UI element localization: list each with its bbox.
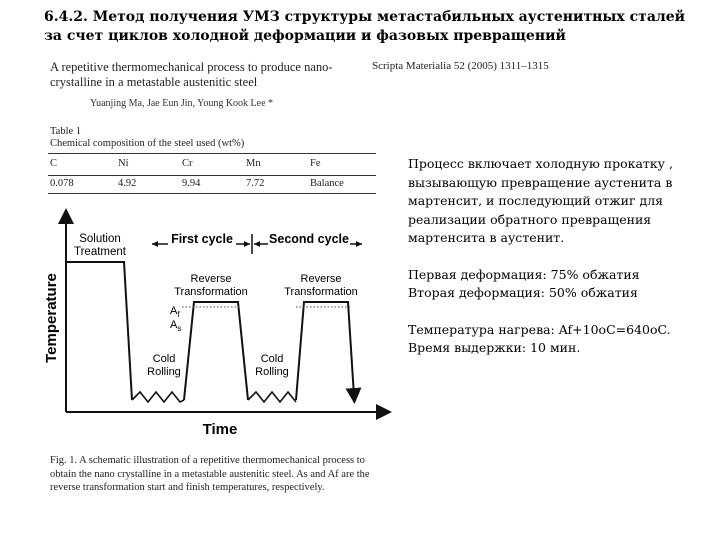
table-cell-ni: 4.92 bbox=[118, 178, 137, 189]
reverse-transformation-2-label: Reverse Transformation bbox=[284, 273, 358, 298]
first-cycle-arrowhead-right bbox=[244, 241, 250, 247]
solution-treatment-label: Solution Treatment bbox=[74, 233, 126, 258]
first-cycle-arrowhead-left bbox=[152, 241, 158, 247]
heating-temperature: Температура нагрева: Af+10oC=640oC. bbox=[408, 321, 671, 337]
y-axis-label: Temperature bbox=[43, 273, 60, 363]
af-label: $A_f$ bbox=[170, 305, 180, 319]
solution-treatment-curve bbox=[66, 262, 132, 400]
table-header-ni: Ni bbox=[118, 158, 129, 169]
as-label: $A_s$ bbox=[170, 319, 182, 333]
reverse-transformation-1-label: Reverse Transformation bbox=[174, 273, 248, 298]
cold-rolling-1-label: Cold Rolling bbox=[147, 353, 181, 378]
figure-caption: Fig. 1. A schematic illustration of a repetitive thermomechanical process to obtain the nano crystalline in a metastable austenitic steel. As and Af are the reverse transformation start and finish temperatures, respectively. bbox=[50, 455, 370, 493]
second-cycle-arrowhead-left bbox=[254, 241, 260, 247]
deformation-2: Вторая деформация: 50% обжатия bbox=[408, 285, 638, 300]
cold-rolling-2-zigzag bbox=[248, 392, 296, 402]
table-header-c: C bbox=[50, 158, 58, 169]
table-label: Table 1 bbox=[50, 126, 82, 137]
paper-authors: Yuanjing Ma, Jae Eun Jin, Young Kook Lee * bbox=[90, 98, 274, 109]
cold-rolling-1-zigzag bbox=[132, 392, 184, 402]
first-cycle-pulse bbox=[184, 302, 248, 400]
slide-heading: 6.4.2. Метод получения УМЗ структуры метастабильных аустенитных сталей за счет циклов холодной деформации и фазовых превращений bbox=[44, 9, 686, 44]
description-panel bbox=[408, 155, 708, 358]
description-paragraph: Процесс включает холодную прокатку , вызывающую превращение аустенита в мартенсит, и последующий отжиг для реализации обратного превращения мартенсита в аустенит. bbox=[408, 156, 673, 245]
table-header-cr: Cr bbox=[182, 158, 193, 169]
second-cycle-arrowhead-right bbox=[356, 241, 362, 247]
second-cycle-pulse bbox=[296, 302, 354, 400]
deformation-1: Первая деформация: 75% обжатия bbox=[408, 266, 640, 282]
table-cell-cr: 9.94 bbox=[182, 178, 201, 189]
journal-reference: Scripta Materialia 52 (2005) 1311–1315 bbox=[372, 60, 549, 72]
table-header-mn: Mn bbox=[246, 158, 261, 169]
x-axis-label: Time bbox=[202, 421, 238, 438]
table-cell-fe: Balance bbox=[310, 178, 344, 189]
table-cell-c: 0.078 bbox=[50, 178, 74, 189]
second-cycle-label: Second cycle bbox=[269, 232, 349, 246]
paper-title: A repetitive thermomechanical process to produce nano-crystalline in a metastable austenitic steel bbox=[50, 60, 333, 89]
table-cell-mn: 7.72 bbox=[246, 178, 265, 189]
table-header-fe: Fe bbox=[310, 158, 321, 169]
hold-time: Время выдержки: 10 мин. bbox=[408, 340, 581, 355]
cold-rolling-2-label: Cold Rolling bbox=[255, 353, 289, 378]
first-cycle-label: First cycle bbox=[171, 232, 233, 246]
table-caption: Chemical composition of the steel used (wt%) bbox=[50, 138, 245, 149]
